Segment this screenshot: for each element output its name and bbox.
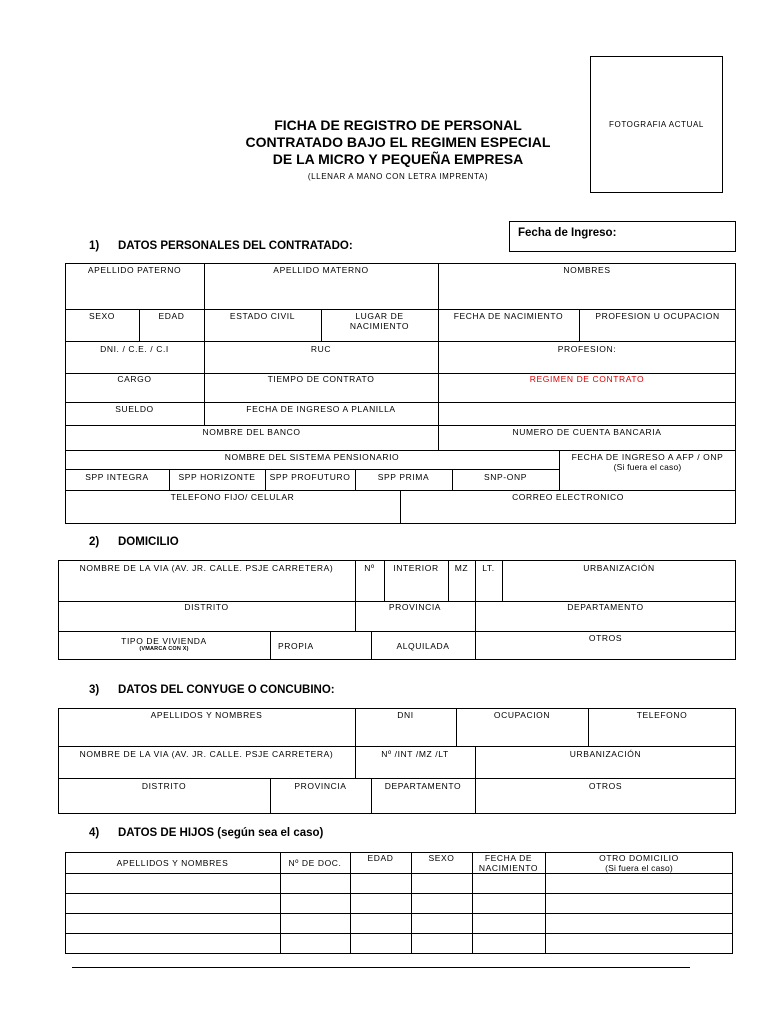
interior-label: INTERIOR xyxy=(393,563,439,573)
conyuge-ocupacion-label: OCUPACION xyxy=(493,710,551,720)
conyuge-dni-label: DNI xyxy=(397,710,414,720)
title-line-1: FICHA DE REGISTRO DE PERSONAL xyxy=(274,117,522,133)
spp-integra-option[interactable]: SPP INTEGRA xyxy=(85,472,149,482)
hijos-otro-domicilio-line-1: OTRO DOMICILIO xyxy=(599,853,679,863)
cargo-label: CARGO xyxy=(117,374,152,384)
urbanizacion-label: URBANIZACIÓN xyxy=(583,563,655,573)
provincia-label: PROVINCIA xyxy=(388,602,442,612)
estado-civil-label: ESTADO CIVIL xyxy=(229,311,296,321)
hijos-fecha-nac-line-2: NACIMIENTO xyxy=(478,863,539,873)
conyuge-urbanizacion-label: URBANIZACIÓN xyxy=(569,749,642,759)
otros-label: OTROS xyxy=(588,633,623,643)
fecha-ingreso-label: Fecha de Ingreso: xyxy=(518,227,617,239)
profesion-ocupacion-label: PROFESION U OCUPACION xyxy=(595,311,720,321)
propia-option[interactable]: PROPIA xyxy=(278,641,314,651)
spp-horizonte-option[interactable]: SPP HORIZONTE xyxy=(178,472,256,482)
section-1-title: DATOS PERSONALES DEL CONTRATADO: xyxy=(118,240,353,252)
hijos-num-doc-label: Nº DE DOC. xyxy=(288,858,342,868)
hijos-apellidos-label: APELLIDOS Y NOMBRES xyxy=(116,858,229,868)
section-4-title: DATOS DE HIJOS (según sea el caso) xyxy=(118,827,324,839)
apellido-paterno-label: APELLIDO PATERNO xyxy=(87,265,182,275)
photo-box[interactable] xyxy=(590,56,723,193)
sueldo-label: SUELDO xyxy=(115,404,154,414)
section-4-number: 4) xyxy=(89,827,100,839)
lugar-nacimiento-label xyxy=(321,311,438,331)
fecha-afp-label xyxy=(559,452,736,472)
hijos-edad-label: EDAD xyxy=(367,853,394,863)
numero-label: Nº xyxy=(364,563,375,573)
section-1-number: 1) xyxy=(89,240,100,252)
fecha-ingreso-box[interactable] xyxy=(509,221,736,252)
hijos-fecha-nac-line-1: FECHA DE xyxy=(484,853,533,863)
mz-label: MZ xyxy=(454,563,469,573)
hijos-fecha-nac-label xyxy=(472,853,545,873)
sistema-pensionario-label: NOMBRE DEL SISTEMA PENSIONARIO xyxy=(224,452,400,462)
title-line-2: CONTRATADO BAJO EL REGIMEN ESPECIAL xyxy=(245,134,551,150)
spp-profuturo-option[interactable]: SPP PROFUTURO xyxy=(269,472,351,482)
conyuge-via-label: NOMBRE DE LA VIA (AV. JR. CALLE. PSJE CARRETERA) xyxy=(79,749,334,759)
form-subtitle: (LLENAR A MANO CON LETRA IMPRENTA) xyxy=(307,172,489,181)
conyuge-otros-label: OTROS xyxy=(588,781,623,791)
apellido-materno-label: APELLIDO MATERNO xyxy=(273,265,369,275)
conyuge-provincia-label: PROVINCIA xyxy=(294,781,347,791)
fecha-planilla-label: FECHA DE INGRESO A PLANILLA xyxy=(246,404,396,414)
nombres-label: NOMBRES xyxy=(563,265,611,275)
fecha-nacimiento-label: FECHA DE NACIMIENTO xyxy=(453,311,564,321)
distrito-label: DISTRITO xyxy=(184,602,229,612)
banco-label: NOMBRE DEL BANCO xyxy=(202,427,301,437)
personal-data-table xyxy=(65,263,736,524)
telefono-label: TELEFONO FIJO/ CELULAR xyxy=(170,492,295,502)
lt-label: LT. xyxy=(482,563,495,573)
lugar-nacimiento-line-2: NACIMIENTO xyxy=(349,321,410,331)
fecha-afp-line-1: FECHA DE INGRESO A AFP / ONP xyxy=(571,452,724,462)
dni-label: DNI. / C.E. / C.I xyxy=(100,344,169,354)
sexo-label: SEXO xyxy=(88,311,116,321)
fecha-afp-line-2: (Si fuera el caso) xyxy=(613,462,682,472)
section-3-number: 3) xyxy=(89,684,100,696)
conyuge-departamento-label: DEPARTAMENTO xyxy=(384,781,462,791)
spp-prima-option[interactable]: SPP PRIMA xyxy=(377,472,430,482)
regimen-contrato-label: REGIMEN DE CONTRATO xyxy=(529,374,645,384)
ruc-label: RUC xyxy=(310,344,332,354)
conyuge-distrito-label: DISTRITO xyxy=(141,781,187,791)
hijos-otro-domicilio-label xyxy=(545,853,733,873)
conyuge-num-int-label: Nº /INT /MZ /LT xyxy=(381,749,449,759)
departamento-label: DEPARTAMENTO xyxy=(567,602,644,612)
edad-label: EDAD xyxy=(158,311,185,321)
cuenta-bancaria-label: NUMERO DE CUENTA BANCARIA xyxy=(512,427,662,437)
form-title xyxy=(200,117,596,168)
conyuge-apellidos-label: APELLIDOS Y NOMBRES xyxy=(150,710,263,720)
profesion-label: PROFESION: xyxy=(557,344,617,354)
hijos-sexo-label: SEXO xyxy=(428,853,455,863)
tipo-vivienda-text: TIPO DE VIVIENDA xyxy=(121,636,207,646)
tipo-vivienda-label xyxy=(58,636,270,653)
via-label: NOMBRE DE LA VIA (AV. JR. CALLE. PSJE CARRETERA) xyxy=(79,563,334,573)
title-line-3: DE LA MICRO Y PEQUEÑA EMPRESA xyxy=(272,151,524,167)
snp-onp-option[interactable]: SNP-ONP xyxy=(484,472,527,482)
tiempo-contrato-label: TIEMPO DE CONTRATO xyxy=(267,374,375,384)
section-2-number: 2) xyxy=(89,536,100,548)
section-2-title: DOMICILIO xyxy=(118,536,179,548)
hijos-otro-domicilio-line-2: (Si fuera el caso) xyxy=(605,863,673,873)
lugar-nacimiento-line-1: LUGAR DE xyxy=(355,311,404,321)
bottom-divider xyxy=(72,967,690,968)
photo-label: FOTOGRAFIA ACTUAL xyxy=(609,120,704,129)
conyuge-table xyxy=(58,708,736,814)
section-3-title: DATOS DEL CONYUGE O CONCUBINO: xyxy=(118,684,335,696)
conyuge-telefono-label: TELEFONO xyxy=(636,710,688,720)
tipo-vivienda-note: (VMARCA CON X) xyxy=(139,646,189,652)
alquilada-option[interactable]: ALQUILADA xyxy=(396,641,450,651)
correo-label: CORREO ELECTRONICO xyxy=(512,492,624,502)
